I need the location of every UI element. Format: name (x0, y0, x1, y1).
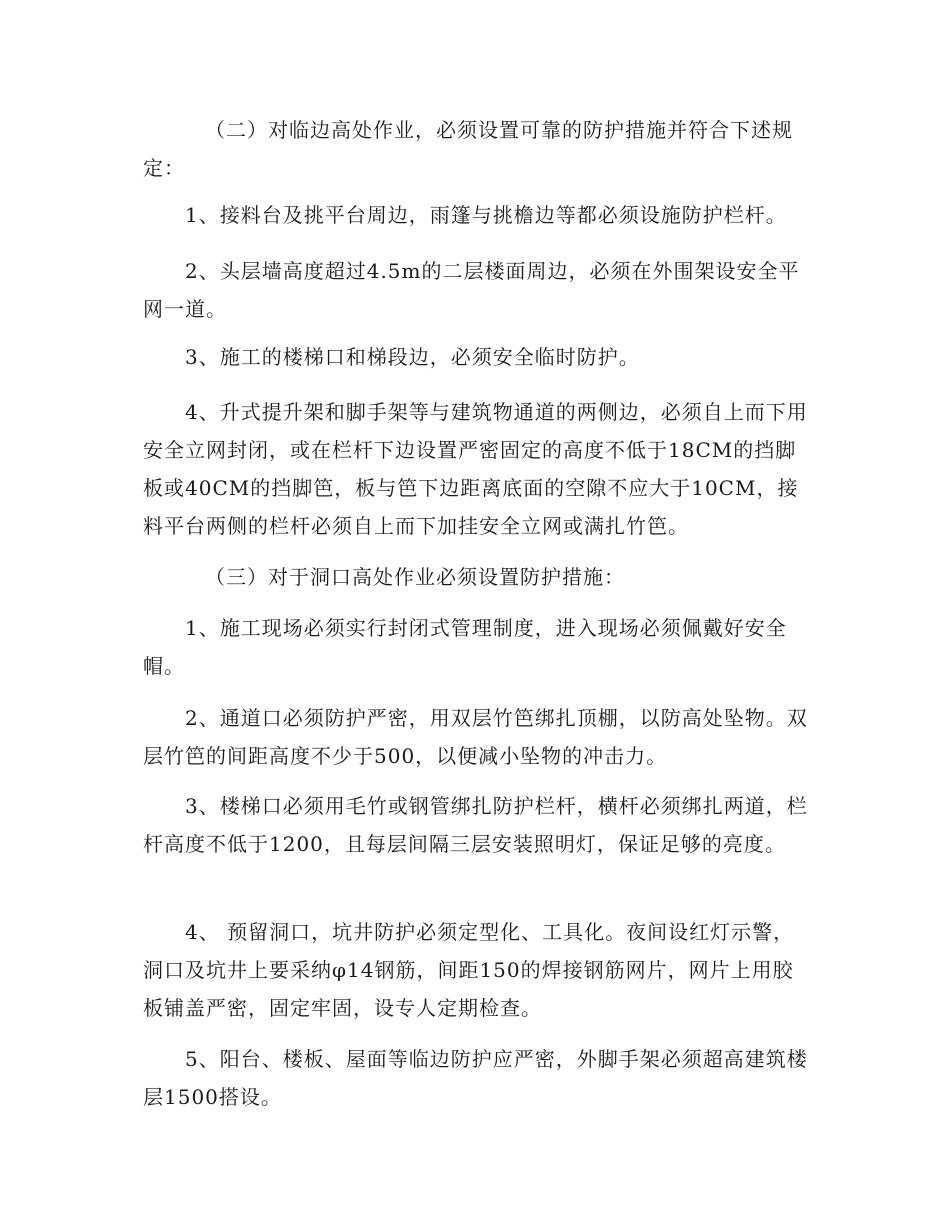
paragraph-item-2: 2、头层墙高度超过4.5m的二层楼面周边，必须在外围架设安全平网一道。 (143, 259, 800, 321)
paragraph-item-1: 1、接料台及挑平台周边，雨篷与挑檐边等都必须设施防护栏杆。 (185, 203, 787, 227)
paragraph-item-8: 4、 预留洞口，坑井防护必须定型化、工具化。夜间设红灯示警，洞口及坑井上要采纳φ14钢筋，间距150的焊接钢筋网片，网片上用胶板铺盖严密，固定牢固，设专人定期检查。 (143, 920, 795, 1020)
paragraph-item-7: 3、楼梯口必须用毛竹或钢管绑扎防护栏杆，横杆必须绑扎两道，栏杆高度不低于1200，且每层间隔三层安装照明灯，保证足够的亮度。 (143, 794, 808, 856)
paragraph-item-4: 4、升式提升架和脚手架等与建筑物通道的两侧边，必须自上而下用安全立网封闭，或在栏杆下边设置严密固定的高度不低于18CM的挡脚板或40CM的挡脚笆，板与笆下边距离底面的空隙不应大于10CM，接料平台两侧的栏杆必须自上而下加挂安全立网或满扎竹笆。 (143, 400, 808, 538)
paragraph-item-9: 5、阳台、楼板、屋面等临边防护应严密，外脚手架必须超高建筑楼层1500搭设。 (143, 1047, 808, 1109)
paragraph-item-5: 1、施工现场必须实行封闭式管理制度，进入现场必须佩戴好安全帽。 (143, 616, 787, 678)
paragraph-item-6: 2、通道口必须防护严密，用双层竹笆绑扎顶棚，以防高处坠物。双层竹笆的间距高度不少于500，以便减小坠物的冲击力。 (143, 706, 808, 768)
section-heading-2: （二）对临边高处作业，必须设置可靠的防护措施并符合下述规定： (143, 118, 793, 180)
paragraph-item-3: 3、施工的楼梯口和梯段边，必须安全临时防护。 (185, 345, 640, 369)
section-heading-3: （三）对于洞口高处作业必须设置防护措施： (205, 565, 625, 589)
